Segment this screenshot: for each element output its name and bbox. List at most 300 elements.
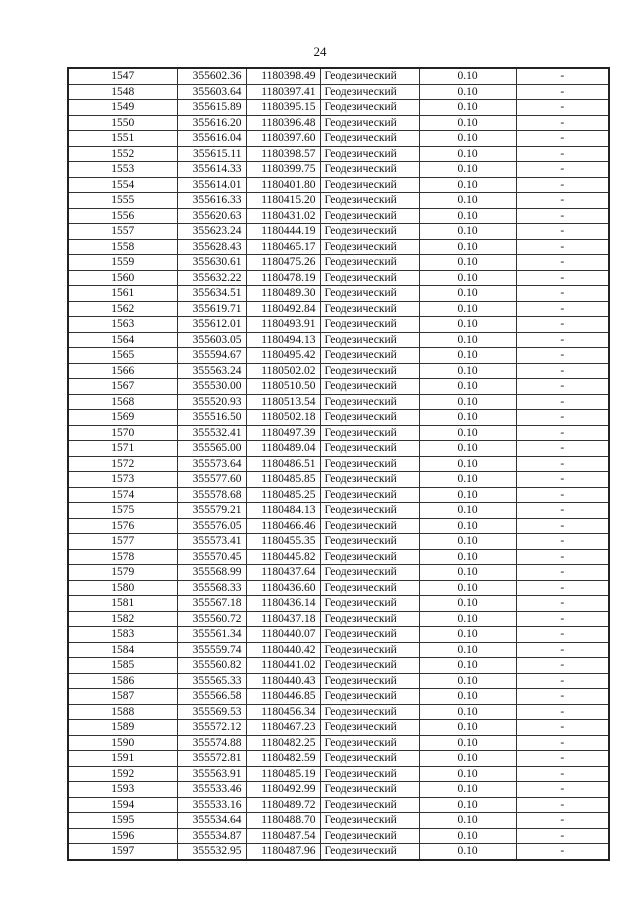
extra-cell: - (516, 317, 609, 333)
table-row (68, 348, 609, 364)
point-number-cell: 1579 (68, 565, 177, 581)
x-coordinate-cell: 355615.11 (177, 146, 246, 162)
method-cell: Геодезический (320, 549, 419, 565)
method-cell: Геодезический (320, 363, 419, 379)
point-number-cell: 1586 (68, 673, 177, 689)
method-cell: Геодезический (320, 518, 419, 534)
table-row (68, 115, 609, 131)
table-row (68, 379, 609, 395)
table-row (68, 131, 609, 147)
point-number-cell: 1593 (68, 782, 177, 798)
extra-cell: - (516, 100, 609, 116)
x-coordinate-cell: 355614.01 (177, 177, 246, 193)
accuracy-cell: 0.10 (419, 115, 516, 131)
point-number-cell: 1575 (68, 503, 177, 519)
accuracy-cell: 0.10 (419, 844, 516, 860)
x-coordinate-cell: 355616.04 (177, 131, 246, 147)
point-number-cell: 1547 (68, 68, 177, 84)
x-coordinate-cell: 355578.68 (177, 487, 246, 503)
y-coordinate-cell: 1180436.14 (246, 596, 320, 612)
x-coordinate-cell: 355573.41 (177, 534, 246, 550)
accuracy-cell: 0.10 (419, 84, 516, 100)
point-number-cell: 1555 (68, 193, 177, 209)
table-row (68, 456, 609, 472)
point-number-cell: 1572 (68, 456, 177, 472)
accuracy-cell: 0.10 (419, 239, 516, 255)
method-cell: Геодезический (320, 813, 419, 829)
point-number-cell: 1550 (68, 115, 177, 131)
method-cell: Геодезический (320, 720, 419, 736)
accuracy-cell: 0.10 (419, 131, 516, 147)
x-coordinate-cell: 355620.63 (177, 208, 246, 224)
method-cell: Геодезический (320, 673, 419, 689)
table-row (68, 673, 609, 689)
accuracy-cell: 0.10 (419, 751, 516, 767)
table-row (68, 100, 609, 116)
y-coordinate-cell: 1180482.25 (246, 735, 320, 751)
extra-cell: - (516, 642, 609, 658)
table-row (68, 611, 609, 627)
extra-cell: - (516, 177, 609, 193)
point-number-cell: 1554 (68, 177, 177, 193)
x-coordinate-cell: 355532.95 (177, 844, 246, 860)
x-coordinate-cell: 355634.51 (177, 286, 246, 302)
x-coordinate-cell: 355570.45 (177, 549, 246, 565)
method-cell: Геодезический (320, 751, 419, 767)
table-row (68, 518, 609, 534)
x-coordinate-cell: 355532.41 (177, 425, 246, 441)
accuracy-cell: 0.10 (419, 301, 516, 317)
table-row (68, 472, 609, 488)
extra-cell: - (516, 239, 609, 255)
accuracy-cell: 0.10 (419, 487, 516, 503)
point-number-cell: 1595 (68, 813, 177, 829)
table-row (68, 239, 609, 255)
table-row (68, 317, 609, 333)
point-number-cell: 1560 (68, 270, 177, 286)
table-row (68, 596, 609, 612)
extra-cell: - (516, 115, 609, 131)
accuracy-cell: 0.10 (419, 596, 516, 612)
method-cell: Геодезический (320, 162, 419, 178)
method-cell: Геодезический (320, 379, 419, 395)
y-coordinate-cell: 1180466.46 (246, 518, 320, 534)
point-number-cell: 1573 (68, 472, 177, 488)
table-row (68, 224, 609, 240)
x-coordinate-cell: 355533.46 (177, 782, 246, 798)
x-coordinate-cell: 355614.33 (177, 162, 246, 178)
extra-cell: - (516, 487, 609, 503)
point-number-cell: 1588 (68, 704, 177, 720)
table-row (68, 704, 609, 720)
x-coordinate-cell: 355560.82 (177, 658, 246, 674)
method-cell: Геодезический (320, 317, 419, 333)
method-cell: Геодезический (320, 131, 419, 147)
x-coordinate-cell: 355566.58 (177, 689, 246, 705)
x-coordinate-cell: 355619.71 (177, 301, 246, 317)
y-coordinate-cell: 1180440.42 (246, 642, 320, 658)
method-cell: Геодезический (320, 348, 419, 364)
extra-cell: - (516, 332, 609, 348)
y-coordinate-cell: 1180396.48 (246, 115, 320, 131)
method-cell: Геодезический (320, 394, 419, 410)
extra-cell: - (516, 410, 609, 426)
point-number-cell: 1596 (68, 828, 177, 844)
table-row (68, 580, 609, 596)
accuracy-cell: 0.10 (419, 735, 516, 751)
point-number-cell: 1574 (68, 487, 177, 503)
x-coordinate-cell: 355572.12 (177, 720, 246, 736)
point-number-cell: 1590 (68, 735, 177, 751)
y-coordinate-cell: 1180488.70 (246, 813, 320, 829)
accuracy-cell: 0.10 (419, 193, 516, 209)
extra-cell: - (516, 270, 609, 286)
y-coordinate-cell: 1180486.51 (246, 456, 320, 472)
x-coordinate-cell: 355534.64 (177, 813, 246, 829)
point-number-cell: 1562 (68, 301, 177, 317)
extra-cell: - (516, 844, 609, 860)
accuracy-cell: 0.10 (419, 658, 516, 674)
method-cell: Геодезический (320, 658, 419, 674)
point-number-cell: 1558 (68, 239, 177, 255)
accuracy-cell: 0.10 (419, 332, 516, 348)
table-row (68, 146, 609, 162)
y-coordinate-cell: 1180399.75 (246, 162, 320, 178)
point-number-cell: 1582 (68, 611, 177, 627)
y-coordinate-cell: 1180497.39 (246, 425, 320, 441)
extra-cell: - (516, 379, 609, 395)
accuracy-cell: 0.10 (419, 720, 516, 736)
point-number-cell: 1563 (68, 317, 177, 333)
extra-cell: - (516, 658, 609, 674)
point-number-cell: 1592 (68, 766, 177, 782)
x-coordinate-cell: 355533.16 (177, 797, 246, 813)
point-number-cell: 1559 (68, 255, 177, 271)
accuracy-cell: 0.10 (419, 208, 516, 224)
x-coordinate-cell: 355567.18 (177, 596, 246, 612)
table-row (68, 208, 609, 224)
method-cell: Геодезический (320, 735, 419, 751)
extra-cell: - (516, 472, 609, 488)
y-coordinate-cell: 1180436.60 (246, 580, 320, 596)
method-cell: Геодезический (320, 208, 419, 224)
method-cell: Геодезический (320, 627, 419, 643)
accuracy-cell: 0.10 (419, 472, 516, 488)
point-number-cell: 1568 (68, 394, 177, 410)
x-coordinate-cell: 355565.00 (177, 441, 246, 457)
x-coordinate-cell: 355616.33 (177, 193, 246, 209)
extra-cell: - (516, 208, 609, 224)
table-row (68, 735, 609, 751)
table-row (68, 828, 609, 844)
table-row (68, 286, 609, 302)
x-coordinate-cell: 355574.88 (177, 735, 246, 751)
y-coordinate-cell: 1180415.20 (246, 193, 320, 209)
y-coordinate-cell: 1180485.25 (246, 487, 320, 503)
y-coordinate-cell: 1180441.02 (246, 658, 320, 674)
x-coordinate-cell: 355560.72 (177, 611, 246, 627)
y-coordinate-cell: 1180485.19 (246, 766, 320, 782)
x-coordinate-cell: 355616.20 (177, 115, 246, 131)
x-coordinate-cell: 355559.74 (177, 642, 246, 658)
x-coordinate-cell: 355520.93 (177, 394, 246, 410)
extra-cell: - (516, 673, 609, 689)
x-coordinate-cell: 355623.24 (177, 224, 246, 240)
method-cell: Геодезический (320, 704, 419, 720)
extra-cell: - (516, 565, 609, 581)
table-row (68, 642, 609, 658)
accuracy-cell: 0.10 (419, 394, 516, 410)
accuracy-cell: 0.10 (419, 503, 516, 519)
extra-cell: - (516, 627, 609, 643)
method-cell: Геодезический (320, 100, 419, 116)
accuracy-cell: 0.10 (419, 627, 516, 643)
method-cell: Геодезический (320, 503, 419, 519)
extra-cell: - (516, 84, 609, 100)
table-row (68, 534, 609, 550)
table-row (68, 410, 609, 426)
table-row (68, 844, 609, 860)
table-row (68, 658, 609, 674)
method-cell: Геодезический (320, 565, 419, 581)
x-coordinate-cell: 355561.34 (177, 627, 246, 643)
extra-cell: - (516, 441, 609, 457)
y-coordinate-cell: 1180484.13 (246, 503, 320, 519)
point-number-cell: 1576 (68, 518, 177, 534)
y-coordinate-cell: 1180502.18 (246, 410, 320, 426)
method-cell: Геодезический (320, 844, 419, 860)
y-coordinate-cell: 1180492.84 (246, 301, 320, 317)
method-cell: Геодезический (320, 782, 419, 798)
table-row (68, 751, 609, 767)
table-row (68, 689, 609, 705)
method-cell: Геодезический (320, 84, 419, 100)
point-number-cell: 1587 (68, 689, 177, 705)
method-cell: Геодезический (320, 146, 419, 162)
point-number-cell: 1553 (68, 162, 177, 178)
x-coordinate-cell: 355565.33 (177, 673, 246, 689)
extra-cell: - (516, 596, 609, 612)
accuracy-cell: 0.10 (419, 177, 516, 193)
table-row (68, 394, 609, 410)
point-number-cell: 1549 (68, 100, 177, 116)
y-coordinate-cell: 1180494.13 (246, 332, 320, 348)
point-number-cell: 1594 (68, 797, 177, 813)
extra-cell: - (516, 689, 609, 705)
x-coordinate-cell: 355615.89 (177, 100, 246, 116)
method-cell: Геодезический (320, 472, 419, 488)
y-coordinate-cell: 1180445.82 (246, 549, 320, 565)
point-number-cell: 1551 (68, 131, 177, 147)
x-coordinate-cell: 355563.24 (177, 363, 246, 379)
table-row (68, 487, 609, 503)
y-coordinate-cell: 1180482.59 (246, 751, 320, 767)
method-cell: Геодезический (320, 425, 419, 441)
point-number-cell: 1578 (68, 549, 177, 565)
method-cell: Геодезический (320, 177, 419, 193)
method-cell: Геодезический (320, 487, 419, 503)
extra-cell: - (516, 224, 609, 240)
accuracy-cell: 0.10 (419, 270, 516, 286)
x-coordinate-cell: 355568.99 (177, 565, 246, 581)
table-row (68, 255, 609, 271)
x-coordinate-cell: 355568.33 (177, 580, 246, 596)
method-cell: Геодезический (320, 828, 419, 844)
point-number-cell: 1557 (68, 224, 177, 240)
accuracy-cell: 0.10 (419, 766, 516, 782)
y-coordinate-cell: 1180401.80 (246, 177, 320, 193)
y-coordinate-cell: 1180395.15 (246, 100, 320, 116)
extra-cell: - (516, 503, 609, 519)
accuracy-cell: 0.10 (419, 642, 516, 658)
point-number-cell: 1561 (68, 286, 177, 302)
extra-cell: - (516, 704, 609, 720)
accuracy-cell: 0.10 (419, 146, 516, 162)
method-cell: Геодезический (320, 115, 419, 131)
y-coordinate-cell: 1180431.02 (246, 208, 320, 224)
accuracy-cell: 0.10 (419, 162, 516, 178)
x-coordinate-cell: 355603.64 (177, 84, 246, 100)
y-coordinate-cell: 1180397.60 (246, 131, 320, 147)
extra-cell: - (516, 735, 609, 751)
x-coordinate-cell: 355530.00 (177, 379, 246, 395)
x-coordinate-cell: 355516.50 (177, 410, 246, 426)
accuracy-cell: 0.10 (419, 379, 516, 395)
extra-cell: - (516, 456, 609, 472)
table-row (68, 177, 609, 193)
page-number: 24 (313, 44, 327, 59)
extra-cell: - (516, 68, 609, 84)
accuracy-cell: 0.10 (419, 611, 516, 627)
method-cell: Геодезический (320, 224, 419, 240)
accuracy-cell: 0.10 (419, 797, 516, 813)
x-coordinate-cell: 355569.53 (177, 704, 246, 720)
y-coordinate-cell: 1180467.23 (246, 720, 320, 736)
table-row (68, 565, 609, 581)
y-coordinate-cell: 1180440.43 (246, 673, 320, 689)
point-number-cell: 1597 (68, 844, 177, 860)
point-number-cell: 1591 (68, 751, 177, 767)
extra-cell: - (516, 425, 609, 441)
table-row (68, 332, 609, 348)
extra-cell: - (516, 363, 609, 379)
point-number-cell: 1581 (68, 596, 177, 612)
extra-cell: - (516, 131, 609, 147)
method-cell: Геодезический (320, 193, 419, 209)
table-row (68, 84, 609, 100)
extra-cell: - (516, 766, 609, 782)
x-coordinate-cell: 355630.61 (177, 255, 246, 271)
accuracy-cell: 0.10 (419, 782, 516, 798)
extra-cell: - (516, 301, 609, 317)
x-coordinate-cell: 355628.43 (177, 239, 246, 255)
y-coordinate-cell: 1180493.91 (246, 317, 320, 333)
y-coordinate-cell: 1180456.34 (246, 704, 320, 720)
accuracy-cell: 0.10 (419, 68, 516, 84)
x-coordinate-cell: 355602.36 (177, 68, 246, 84)
coordinates-table (67, 67, 610, 861)
accuracy-cell: 0.10 (419, 565, 516, 581)
table-row (68, 193, 609, 209)
x-coordinate-cell: 355603.05 (177, 332, 246, 348)
y-coordinate-cell: 1180437.18 (246, 611, 320, 627)
point-number-cell: 1584 (68, 642, 177, 658)
method-cell: Геодезический (320, 689, 419, 705)
extra-cell: - (516, 580, 609, 596)
extra-cell: - (516, 518, 609, 534)
point-number-cell: 1566 (68, 363, 177, 379)
point-number-cell: 1580 (68, 580, 177, 596)
y-coordinate-cell: 1180478.19 (246, 270, 320, 286)
extra-cell: - (516, 146, 609, 162)
extra-cell: - (516, 828, 609, 844)
extra-cell: - (516, 813, 609, 829)
extra-cell: - (516, 549, 609, 565)
accuracy-cell: 0.10 (419, 673, 516, 689)
accuracy-cell: 0.10 (419, 689, 516, 705)
extra-cell: - (516, 348, 609, 364)
point-number-cell: 1577 (68, 534, 177, 550)
coordinates-table-body (68, 68, 609, 860)
accuracy-cell: 0.10 (419, 363, 516, 379)
accuracy-cell: 0.10 (419, 255, 516, 271)
method-cell: Геодезический (320, 611, 419, 627)
accuracy-cell: 0.10 (419, 348, 516, 364)
method-cell: Геодезический (320, 580, 419, 596)
x-coordinate-cell: 355612.01 (177, 317, 246, 333)
table-row (68, 301, 609, 317)
table-row (68, 813, 609, 829)
method-cell: Геодезический (320, 301, 419, 317)
method-cell: Геодезический (320, 441, 419, 457)
method-cell: Геодезический (320, 332, 419, 348)
table-row (68, 627, 609, 643)
x-coordinate-cell: 355534.87 (177, 828, 246, 844)
table-row (68, 363, 609, 379)
table-row (68, 766, 609, 782)
point-number-cell: 1565 (68, 348, 177, 364)
y-coordinate-cell: 1180502.02 (246, 363, 320, 379)
method-cell: Геодезический (320, 68, 419, 84)
y-coordinate-cell: 1180492.99 (246, 782, 320, 798)
extra-cell: - (516, 782, 609, 798)
x-coordinate-cell: 355572.81 (177, 751, 246, 767)
y-coordinate-cell: 1180398.57 (246, 146, 320, 162)
y-coordinate-cell: 1180489.72 (246, 797, 320, 813)
accuracy-cell: 0.10 (419, 286, 516, 302)
point-number-cell: 1569 (68, 410, 177, 426)
accuracy-cell: 0.10 (419, 456, 516, 472)
point-number-cell: 1564 (68, 332, 177, 348)
method-cell: Геодезический (320, 286, 419, 302)
accuracy-cell: 0.10 (419, 518, 516, 534)
y-coordinate-cell: 1180465.17 (246, 239, 320, 255)
table-row (68, 549, 609, 565)
accuracy-cell: 0.10 (419, 224, 516, 240)
x-coordinate-cell: 355579.21 (177, 503, 246, 519)
extra-cell: - (516, 751, 609, 767)
y-coordinate-cell: 1180397.41 (246, 84, 320, 100)
point-number-cell: 1589 (68, 720, 177, 736)
point-number-cell: 1567 (68, 379, 177, 395)
table-row (68, 441, 609, 457)
y-coordinate-cell: 1180455.35 (246, 534, 320, 550)
extra-cell: - (516, 797, 609, 813)
extra-cell: - (516, 193, 609, 209)
method-cell: Геодезический (320, 797, 419, 813)
y-coordinate-cell: 1180446.85 (246, 689, 320, 705)
accuracy-cell: 0.10 (419, 534, 516, 550)
